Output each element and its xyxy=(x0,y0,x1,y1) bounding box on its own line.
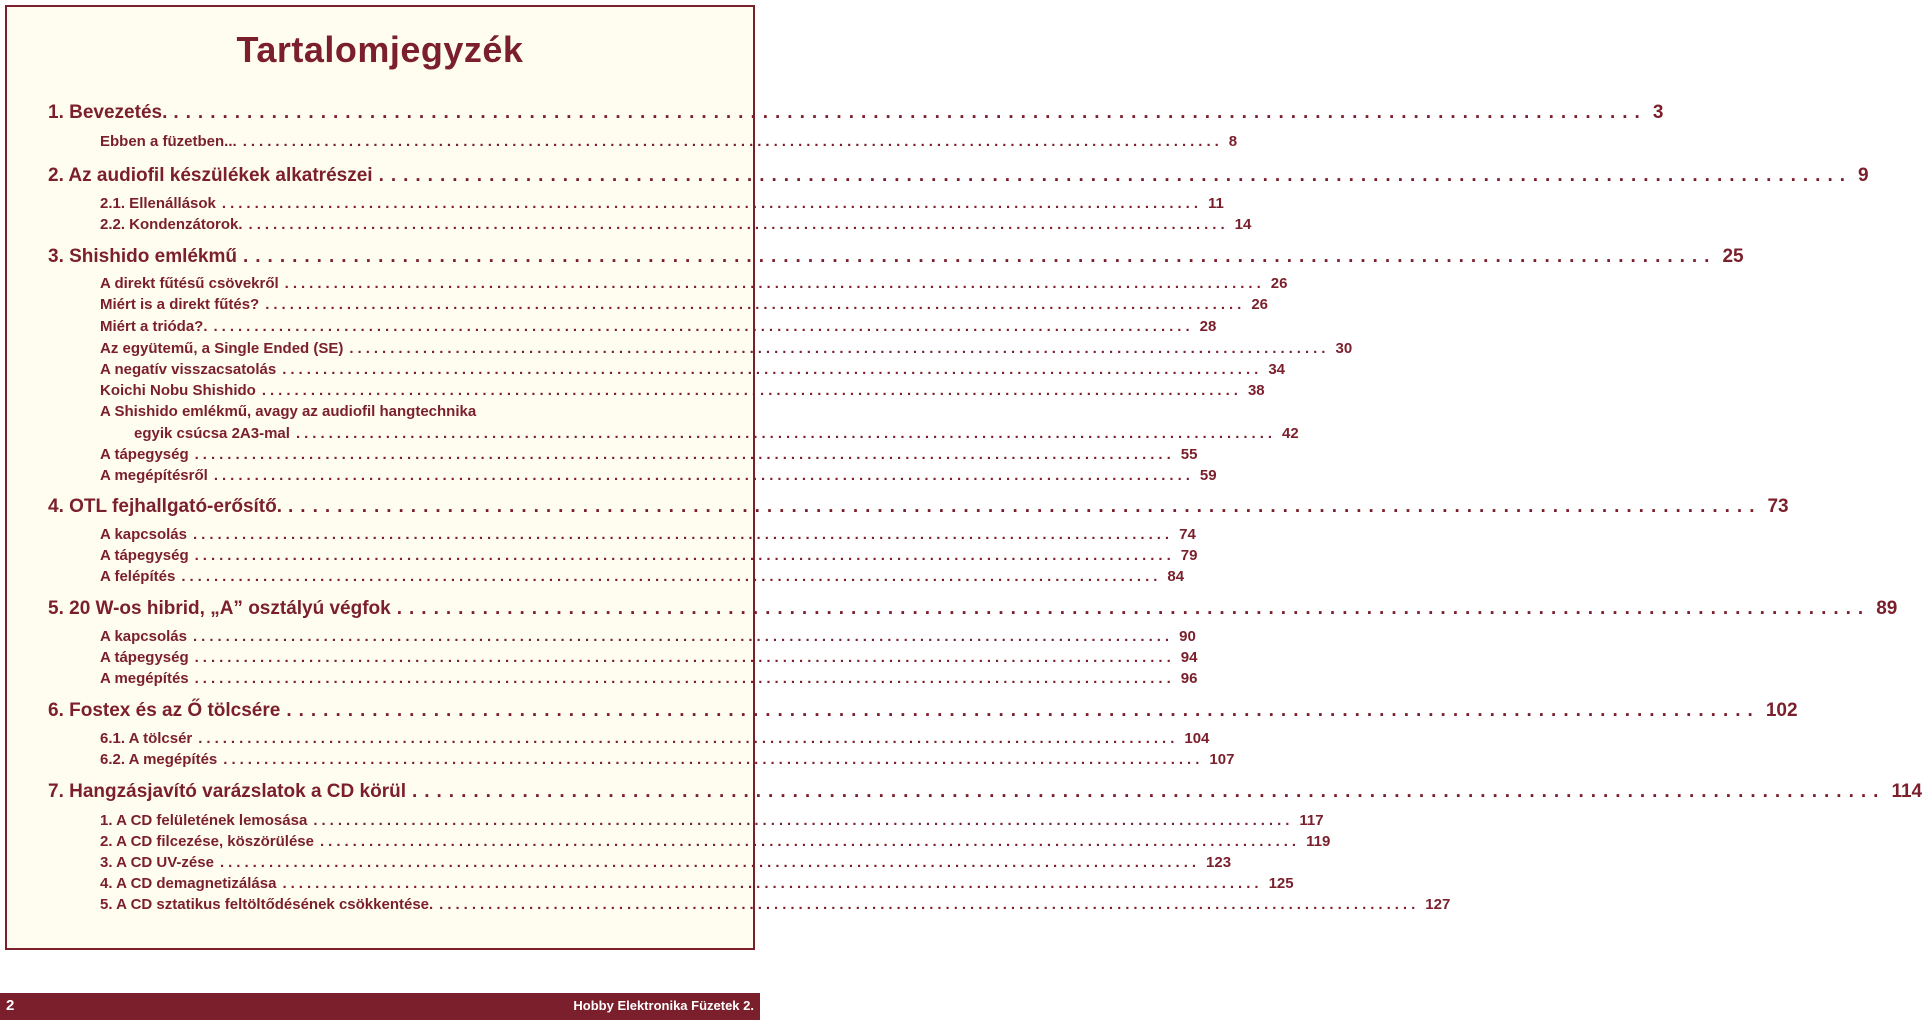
toc-entry-title: Ebben a füzetben... xyxy=(100,133,237,150)
dot-leader: ........................................................................................................................ xyxy=(396,598,1871,619)
toc-entry-page: 127 xyxy=(1425,896,1451,913)
toc-entry-title: A tápegység xyxy=(100,649,189,666)
toc-entry-page: 102 xyxy=(1765,700,1798,721)
toc-entry-page: 14 xyxy=(1234,216,1252,233)
toc-section-entry xyxy=(100,133,1238,150)
toc-section-entry xyxy=(100,547,1198,564)
toc-chapter-entry xyxy=(48,102,1664,124)
dot-leader: ........................................................................................................................ xyxy=(282,875,1263,892)
toc-entry-title: 4. OTL fejhallgató-erősítő. xyxy=(48,496,283,517)
toc-entry-page: 117 xyxy=(1299,812,1324,829)
toc-entry-title: 2. Az audiofil készülékek alkatrészei xyxy=(48,165,373,186)
toc-section-entry xyxy=(100,568,1185,585)
toc-entry-page: 123 xyxy=(1206,854,1232,871)
dot-leader: ........................................................................................................................ xyxy=(248,216,1229,233)
dot-leader: ........................................................................................................................ xyxy=(194,446,1175,463)
toc-section-entry xyxy=(100,296,1269,313)
toc-entry-title: Az együtemű, a Single Ended (SE) xyxy=(100,340,344,357)
toc-entry-page: 42 xyxy=(1282,425,1299,442)
toc-section-entry xyxy=(100,275,1288,292)
toc-entry-page: 119 xyxy=(1306,833,1331,850)
toc-entry-title: 6.2. A megépítés xyxy=(100,751,218,768)
toc-section-entry xyxy=(100,446,1198,463)
dot-leader: ........................................................................................................................ xyxy=(378,165,1853,186)
toc-entry-title: 5. 20 W-os hibrid, „A” osztályú végfok xyxy=(48,598,391,619)
toc-chapter-entry xyxy=(48,781,1922,803)
toc-entry-page: 125 xyxy=(1268,875,1294,892)
toc-section-entry xyxy=(100,361,1285,378)
toc-entry-title: A megépítés xyxy=(100,670,189,687)
dot-leader: ........................................................................................................................ xyxy=(439,896,1420,913)
toc-entry-title: 5. A CD sztatikus feltöltődésének csökkentése. xyxy=(100,896,434,913)
toc-entry-title: 2.1. Ellenállások xyxy=(100,195,216,212)
dot-leader: ........................................................................................................................ xyxy=(221,195,1203,212)
toc-entry-title: 1. A CD felületének lemosása xyxy=(100,812,308,829)
dot-leader: ........................................................................................................................ xyxy=(242,133,1223,150)
toc-section-entry xyxy=(100,875,1294,892)
toc-entry-page: 55 xyxy=(1180,446,1198,463)
toc-entry-page: 3 xyxy=(1652,102,1664,123)
toc-entry-title: 1. Bevezetés. xyxy=(48,102,168,123)
dot-leader: ........................................................................................................................ xyxy=(194,547,1175,564)
toc-section-entry xyxy=(100,751,1235,768)
toc-entry-title: 3. A CD UV-zése xyxy=(100,854,214,871)
toc-section-entry xyxy=(134,425,1299,442)
toc-entry-title: A kapcsolás xyxy=(100,628,187,645)
dot-leader: ........................................................................................................................ xyxy=(288,496,1762,517)
toc-entry-title: 3. Shishido emlékmű xyxy=(48,246,237,267)
dot-leader: ........................................................................................................................ xyxy=(219,854,1201,871)
dot-leader: ........................................................................................................................ xyxy=(223,751,1204,768)
page-number: 2 xyxy=(6,997,15,1014)
dot-leader: ........................................................................................................................ xyxy=(243,246,1717,267)
toc-entry-page: 26 xyxy=(1251,296,1269,313)
toc-entry-page: 25 xyxy=(1722,246,1744,267)
dot-leader: ........................................................................................................................ xyxy=(265,296,1246,313)
toc-section-entry xyxy=(100,670,1198,687)
toc-entry-title: Miért a trióda?. xyxy=(100,318,208,335)
dot-leader: ........................................................................................................................ xyxy=(349,340,1330,357)
toc-entry-page: 96 xyxy=(1180,670,1198,687)
toc-section-entry xyxy=(100,896,1451,913)
page-title: Tartalomjegyzék xyxy=(236,29,524,70)
toc-entry-page: 26 xyxy=(1270,275,1288,292)
toc-section-entry xyxy=(100,649,1198,666)
toc-entry-title: A tápegység xyxy=(100,547,189,564)
dot-leader: ........................................................................................................................ xyxy=(261,382,1242,399)
toc-entry-title: 6.1. A tölcsér xyxy=(100,730,193,747)
dot-leader: ........................................................................................................................ xyxy=(286,700,1760,721)
dot-leader: ........................................................................................................................ xyxy=(181,568,1162,585)
toc-chapter-entry xyxy=(48,246,1744,268)
toc-entry-title: Koichi Nobu Shishido xyxy=(100,382,256,399)
publication-name: Hobby Elektronika Füzetek 2. xyxy=(573,998,754,1013)
toc-section-entry xyxy=(100,403,713,420)
toc-entry-title: 4. A CD demagnetizálása xyxy=(100,875,277,892)
dot-leader: ........................................................................................................................ xyxy=(194,649,1175,666)
dot-leader: ........................................................................................................................ xyxy=(193,526,1174,543)
toc-entry-page: 59 xyxy=(1199,467,1217,484)
toc-entry-title: A Shishido emlékmű, avagy az audiofil hangtechnika xyxy=(100,403,477,420)
toc-entry-page: 114 xyxy=(1891,781,1922,802)
dot-leader: ........................................................................................................................ xyxy=(213,467,1194,484)
toc-section-entry xyxy=(100,628,1196,645)
toc-entry-page: 90 xyxy=(1179,628,1196,645)
dot-leader: ........................................................................................................................ xyxy=(313,812,1294,829)
dot-leader: ........................................................................................................................ xyxy=(284,275,1265,292)
toc-entry-page: 9 xyxy=(1858,165,1869,186)
toc-entry-title: egyik csúcsa 2A3-mal xyxy=(134,425,290,442)
toc-section-entry xyxy=(100,833,1331,850)
toc-entry-page: 94 xyxy=(1180,649,1198,666)
dot-leader: ........................................................................................................................ xyxy=(411,781,1886,802)
toc-section-entry xyxy=(100,854,1232,871)
toc-entry-page: 73 xyxy=(1767,496,1789,517)
dot-leader: ........................................................................................................................ xyxy=(319,833,1301,850)
toc-entry-title: 7. Hangzásjavító varázslatok a CD körül xyxy=(48,781,406,802)
dot-leader: ........................................................................................................................ xyxy=(213,318,1194,335)
toc-entry-page: 34 xyxy=(1268,361,1285,378)
toc-entry-title: A direkt fűtésű csövekről xyxy=(100,275,279,292)
toc-entry-page: 30 xyxy=(1335,340,1353,357)
toc-entry-page: 79 xyxy=(1180,547,1198,564)
toc-entry-page: 11 xyxy=(1208,195,1224,212)
toc-chapter-entry xyxy=(48,165,1869,187)
dot-leader: ........................................................................................................................ xyxy=(193,628,1174,645)
toc-entry-title: A tápegység xyxy=(100,446,189,463)
page-footer xyxy=(0,993,760,1020)
toc-chapter-entry xyxy=(48,496,1789,518)
dot-leader: ........................................................................................................................ xyxy=(282,361,1263,378)
toc-entry-title: 2.2. Kondenzátorok. xyxy=(100,216,243,233)
dot-leader: ........................................................................................................................ xyxy=(198,730,1179,747)
toc-section-entry xyxy=(100,195,1224,212)
toc-entry-page: 28 xyxy=(1199,318,1217,335)
toc-section-entry xyxy=(100,382,1265,399)
toc-entry-page: 84 xyxy=(1167,568,1185,585)
toc-entry-title: A kapcsolás xyxy=(100,526,187,543)
toc-section-entry xyxy=(100,526,1196,543)
toc-chapter-entry xyxy=(48,700,1798,722)
toc-entry-page: 107 xyxy=(1209,751,1235,768)
toc-entry-title: 6. Fostex és az Ő tölcsére xyxy=(48,700,281,721)
dot-leader: ........................................................................................................................ xyxy=(194,670,1175,687)
toc-section-entry xyxy=(100,467,1217,484)
toc-entry-page: 89 xyxy=(1876,598,1898,619)
toc-section-entry xyxy=(100,340,1353,357)
toc-entry-page: 74 xyxy=(1179,526,1196,543)
toc-section-entry xyxy=(100,812,1324,829)
toc-entry-title: Miért is a direkt fűtés? xyxy=(100,296,260,313)
toc-section-entry xyxy=(100,318,1217,335)
toc-entry-page: 8 xyxy=(1228,133,1238,150)
toc-entry-title: 2. A CD filcezése, köszörülése xyxy=(100,833,314,850)
toc-chapter-entry xyxy=(48,598,1898,620)
toc-entry-title: A negatív visszacsatolás xyxy=(100,361,277,378)
dot-leader: ........................................................................................................................ xyxy=(295,425,1277,442)
toc-section-entry xyxy=(100,730,1210,747)
toc-entry-page: 38 xyxy=(1247,382,1265,399)
toc-section-entry xyxy=(100,216,1252,233)
toc-entry-page: 104 xyxy=(1184,730,1210,747)
dot-leader: ........................................................................................................................ xyxy=(173,102,1647,123)
toc-entry-title: A megépítésről xyxy=(100,467,208,484)
toc-entry-title: A felépítés xyxy=(100,568,176,585)
